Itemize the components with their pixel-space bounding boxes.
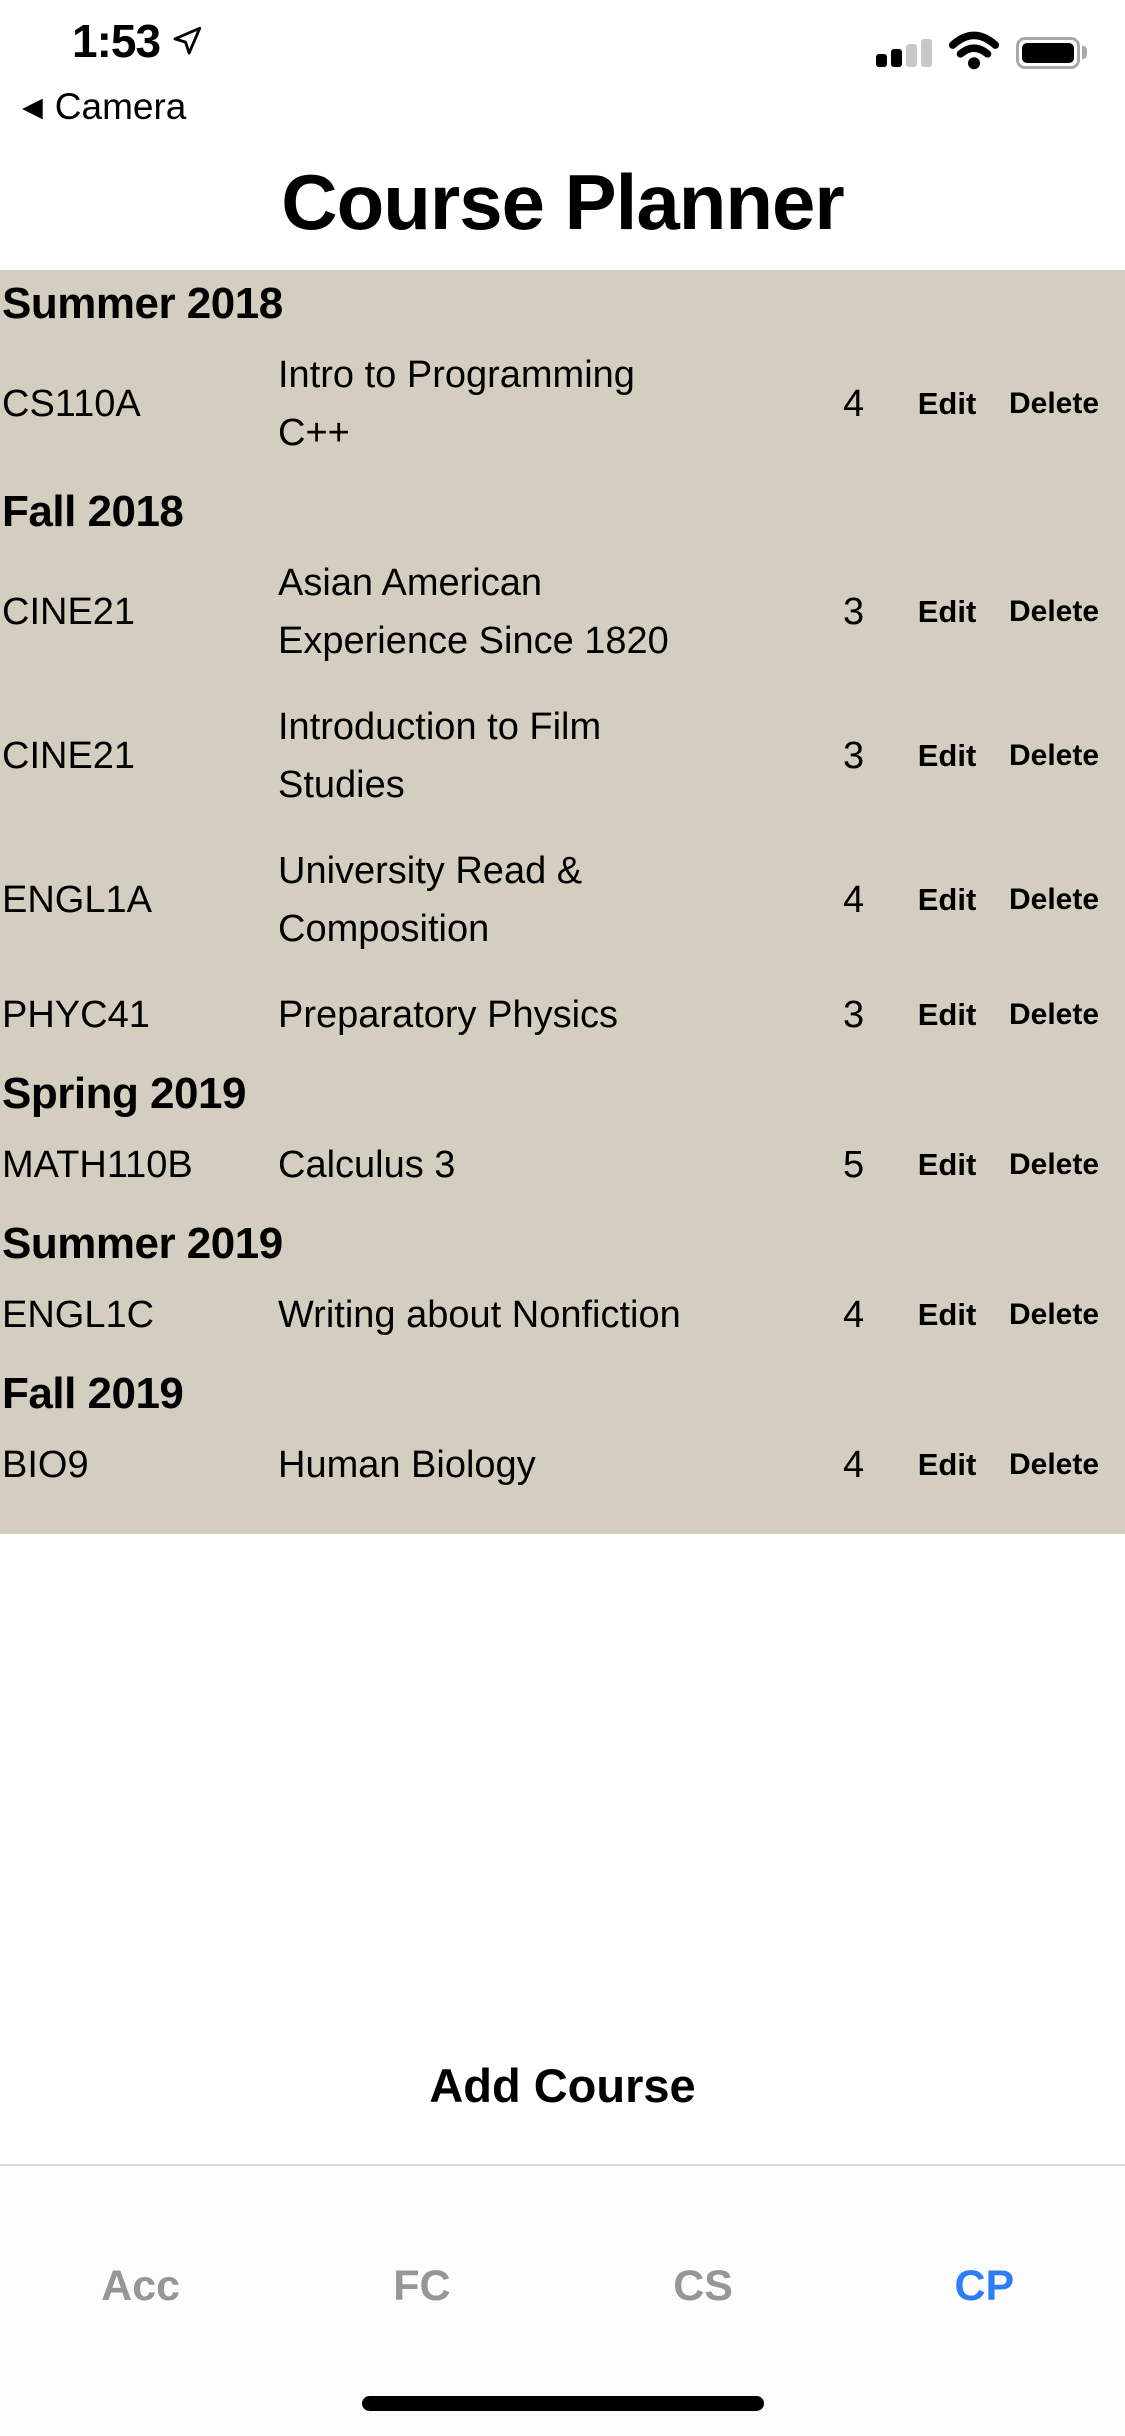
delete-button[interactable]: Delete [1009, 1448, 1100, 1481]
cellular-signal-icon [876, 39, 932, 67]
edit-button[interactable]: Edit [917, 594, 977, 629]
course-code: PHYC41 [2, 993, 150, 1036]
course-name: Intro to Programming C++ [278, 354, 635, 454]
signal-bar [921, 39, 932, 67]
course-code: ENGL1A [2, 878, 152, 921]
course-code: CS110A [2, 382, 141, 425]
course-units: 4 [843, 878, 865, 921]
course-row [0, 828, 1125, 972]
signal-bar [876, 54, 887, 67]
course-row [0, 972, 1125, 1058]
course-name: Human Biology [278, 1444, 536, 1486]
term-header: Fall 2018 [2, 487, 184, 536]
tab-fc[interactable]: FC [393, 2262, 451, 2310]
page-title: Course Planner [281, 158, 844, 246]
course-code: BIO9 [2, 1443, 89, 1486]
location-arrow-icon [170, 24, 204, 58]
course-name: Asian American Experience Since 1820 [278, 562, 669, 662]
signal-bar [906, 44, 917, 67]
delete-button[interactable]: Delete [1009, 998, 1100, 1031]
course-units: 5 [843, 1143, 865, 1186]
back-to-camera-button[interactable] [22, 86, 186, 128]
course-row [0, 684, 1125, 828]
signal-bar [891, 49, 902, 67]
course-units: 4 [843, 382, 865, 425]
delete-button[interactable]: Delete [1009, 1148, 1100, 1181]
course-row [0, 332, 1125, 476]
edit-button[interactable]: Edit [917, 1447, 977, 1482]
tab-acc[interactable]: Acc [101, 2262, 181, 2310]
tab-cs[interactable]: CS [673, 2262, 733, 2310]
course-name: Preparatory Physics [278, 994, 619, 1036]
tab-cp[interactable]: CP [954, 2262, 1015, 2310]
course-row [0, 1422, 1125, 1508]
course-code: CINE21 [2, 590, 136, 633]
edit-button[interactable]: Edit [917, 1147, 977, 1182]
course-table [0, 270, 1125, 1534]
edit-button[interactable]: Edit [917, 386, 977, 421]
edit-button[interactable]: Edit [917, 1297, 977, 1332]
course-name: University Read & Composition [278, 850, 583, 950]
delete-button[interactable]: Delete [1009, 387, 1100, 420]
course-units: 3 [843, 590, 865, 633]
delete-button[interactable]: Delete [1009, 595, 1100, 628]
delete-button[interactable]: Delete [1009, 1298, 1100, 1331]
term-header: Summer 2018 [2, 279, 283, 328]
term-header: Spring 2019 [2, 1069, 246, 1118]
delete-button[interactable]: Delete [1009, 739, 1100, 772]
course-code: CINE21 [2, 734, 136, 777]
home-indicator[interactable] [362, 2396, 764, 2411]
course-name: Writing about Nonfiction [278, 1294, 681, 1336]
edit-button[interactable]: Edit [917, 738, 977, 773]
battery-full-icon [1016, 37, 1087, 69]
course-units: 3 [843, 734, 865, 777]
course-units: 4 [843, 1443, 865, 1486]
add-course-button[interactable]: Add Course [429, 2059, 696, 2112]
course-row [0, 1122, 1125, 1208]
term-header: Fall 2019 [2, 1369, 184, 1418]
status-bar-right [876, 30, 1087, 75]
delete-button[interactable]: Delete [1009, 883, 1100, 916]
status-time: 1:53 [72, 15, 161, 67]
status-bar-left [72, 14, 204, 68]
term-header: Summer 2019 [2, 1219, 283, 1268]
course-units: 4 [843, 1293, 865, 1336]
course-name: Calculus 3 [278, 1144, 456, 1186]
course-name: Introduction to Film Studies [278, 706, 602, 806]
wifi-icon [948, 30, 1000, 75]
course-row [0, 540, 1125, 684]
back-to-camera-label: Camera [54, 86, 187, 127]
back-triangle-icon: ◀ [22, 91, 43, 122]
edit-button[interactable]: Edit [917, 997, 977, 1032]
course-code: MATH110B [2, 1143, 193, 1186]
course-code: ENGL1C [2, 1293, 155, 1336]
course-units: 3 [843, 993, 865, 1036]
edit-button[interactable]: Edit [917, 882, 977, 917]
course-row [0, 1272, 1125, 1358]
